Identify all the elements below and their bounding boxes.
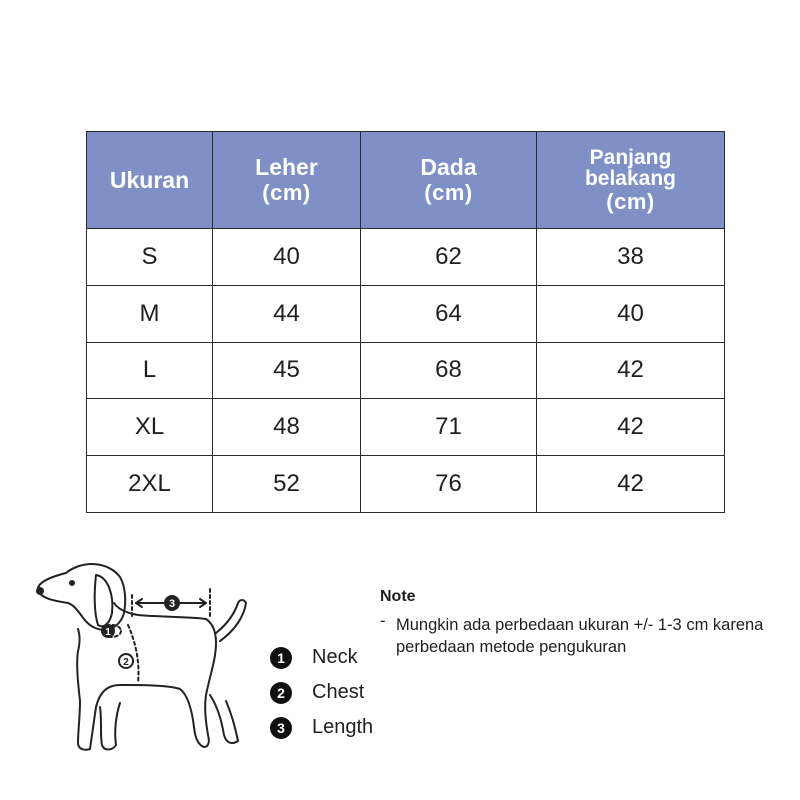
cell-chest: 62 — [361, 229, 537, 286]
cell-size: 2XL — [87, 456, 213, 513]
marker-neck-icon — [101, 624, 115, 638]
header-chest-label: Dada — [420, 154, 477, 180]
cell-back-length: 42 — [537, 342, 725, 399]
number-one-badge-icon: 1 — [270, 647, 292, 669]
table-row — [87, 342, 725, 399]
header-back-length — [537, 132, 725, 229]
cell-size: M — [87, 285, 213, 342]
svg-text:1: 1 — [105, 627, 111, 638]
svg-text:2: 2 — [123, 657, 129, 668]
header-size-label: Ukuran — [109, 166, 190, 193]
table-row — [87, 456, 725, 513]
cell-neck: 48 — [213, 399, 361, 456]
cell-back-length: 42 — [537, 399, 725, 456]
table-row — [87, 229, 725, 286]
legend-item-length — [270, 710, 373, 745]
cell-back-length: 38 — [537, 229, 725, 286]
header-neck-unit: (cm) — [262, 180, 311, 205]
note-bullet: - — [380, 612, 386, 630]
header-back-length-label-line1: Panjang — [589, 145, 672, 169]
svg-text:3: 3 — [168, 598, 176, 610]
cell-back-length: 40 — [537, 285, 725, 342]
size-chart-table — [86, 131, 725, 513]
table-row — [87, 285, 725, 342]
header-neck — [213, 132, 361, 229]
legend-label-length: Length — [312, 716, 374, 738]
number-three-badge-icon: 3 — [270, 717, 292, 739]
note-body — [380, 614, 790, 658]
table-body — [87, 229, 725, 513]
dog-outline-icon — [20, 555, 270, 770]
marker-chest-icon — [119, 654, 133, 668]
note-box — [380, 588, 790, 658]
cell-size: S — [87, 229, 213, 286]
cell-chest: 71 — [361, 399, 537, 456]
marker-length-icon — [164, 595, 180, 611]
cell-chest: 76 — [361, 456, 537, 513]
cell-size: XL — [87, 399, 213, 456]
header-back-length-label-line2: belakang — [584, 166, 677, 190]
header-chest — [361, 132, 537, 229]
cell-neck: 52 — [213, 456, 361, 513]
note-text: Mungkin ada perbedaan ukuran +/- 1-3 cm karena perbedaan metode pengukuran — [396, 616, 764, 656]
header-back-length-unit: (cm) — [606, 188, 655, 214]
legend-label-neck: Neck — [312, 646, 358, 668]
table-header — [87, 132, 725, 229]
measurement-legend — [270, 640, 373, 745]
cell-neck: 45 — [213, 342, 361, 399]
note-title: Note — [380, 588, 416, 605]
header-chest-unit: (cm) — [424, 180, 473, 205]
cell-neck: 40 — [213, 229, 361, 286]
cell-size: L — [87, 342, 213, 399]
cell-chest: 64 — [361, 285, 537, 342]
legend-item-chest — [270, 675, 373, 710]
legend-label-chest: Chest — [312, 681, 365, 703]
number-two-badge-icon: 2 — [270, 682, 292, 704]
cell-neck: 44 — [213, 285, 361, 342]
legend-item-neck — [270, 640, 373, 675]
table-row — [87, 399, 725, 456]
cell-back-length: 42 — [537, 456, 725, 513]
cell-chest: 68 — [361, 342, 537, 399]
header-size — [87, 132, 213, 229]
header-neck-label: Leher — [255, 154, 318, 180]
